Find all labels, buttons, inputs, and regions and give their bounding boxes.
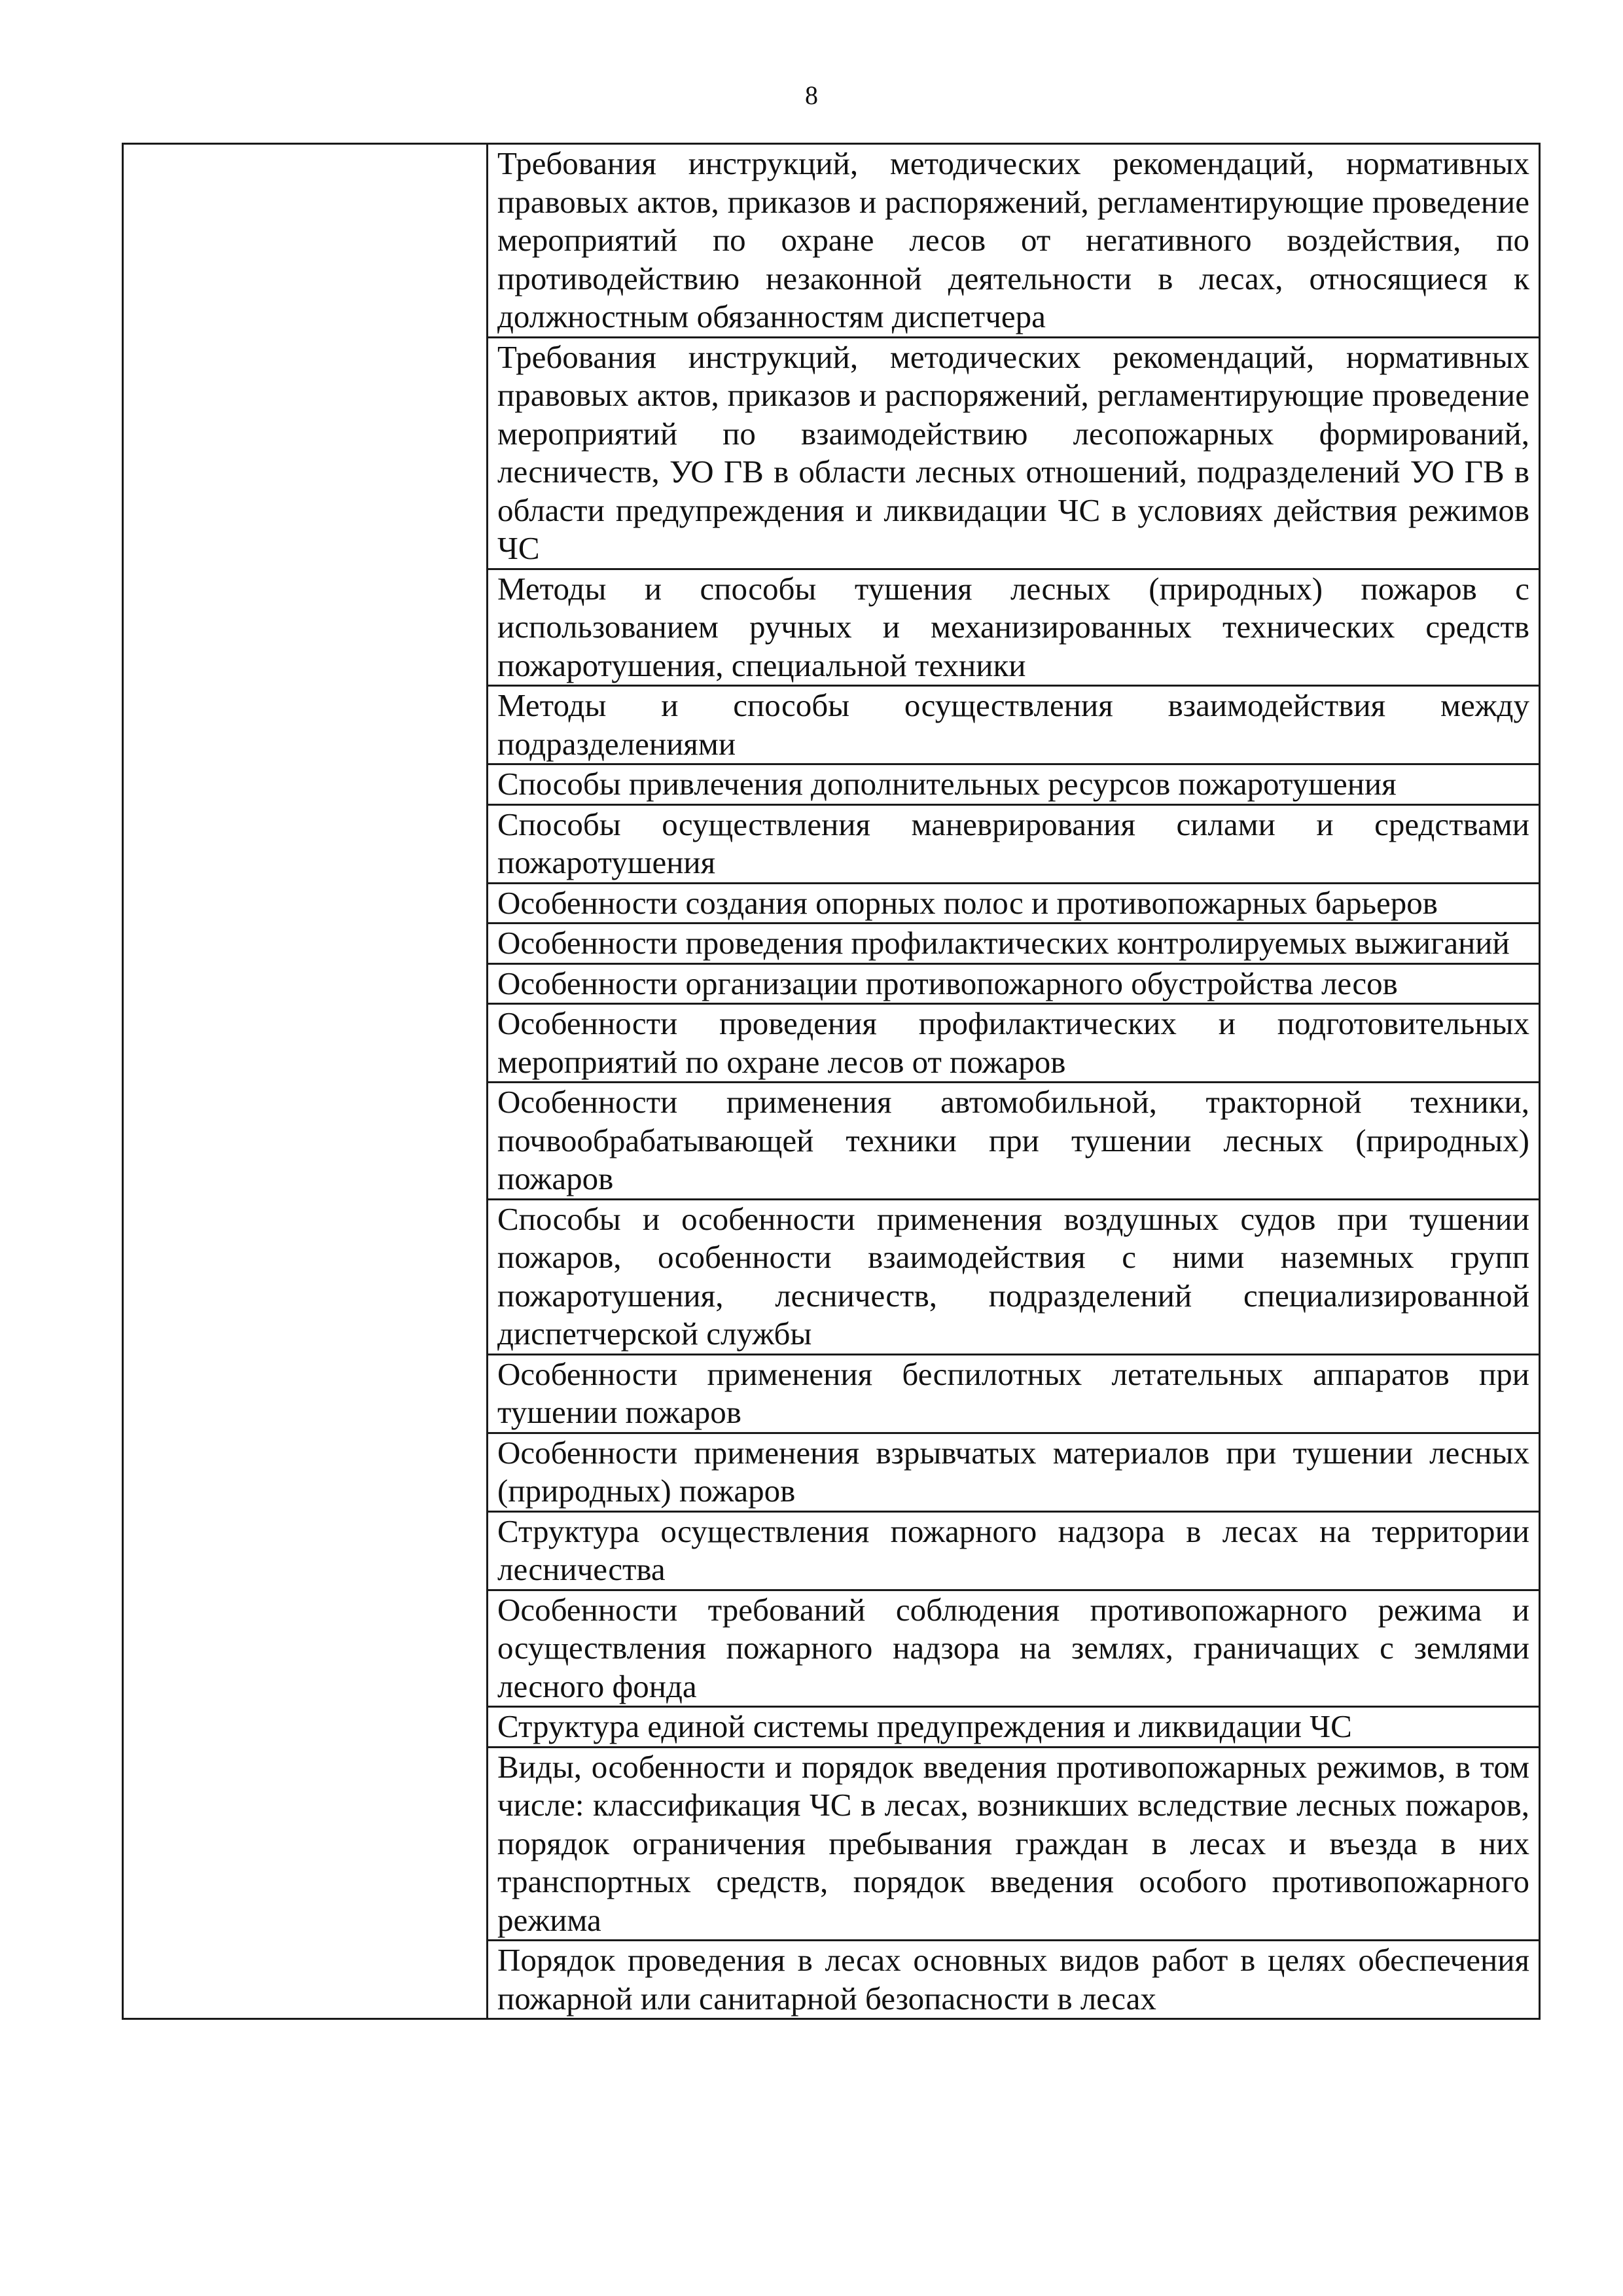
table-row: Требования инструкций, методических рекомендаций, нормативных правовых актов, приказов и распоряжений, регламентирующие проведение мероприятий по взаимодействию лесопожарных формирований, лесничеств, УО ГВ в области лесных отношений, подразделений УО ГВ в области предупреждения и ликвидации ЧС в условиях действия режимов ЧС [488,338,1539,570]
table-row: Особенности проведения профилактических и подготовительных мероприятий по охране лесов от пожаров [488,1005,1539,1083]
table-row: Особенности требований соблюдения противопожарного режима и осуществления пожарного надзора на землях, граничащих с землями лесного фонда [488,1591,1539,1708]
table-row: Способы осуществления маневрирования силами и средствами пожаротушения [488,806,1539,884]
table-row: Особенности организации противопожарного обустройства лесов [488,965,1539,1005]
table-row: Особенности применения автомобильной, тракторной техники, почвообрабатывающей техники при тушении лесных (природных) пожаров [488,1083,1539,1200]
table-right-column [488,145,1539,2018]
table-row: Способы и особенности применения воздушных судов при тушении пожаров, особенности взаимодействия с ними наземных групп пожаротушения, лесничеств, подразделений специализированной диспетчерской службы [488,1200,1539,1355]
table-row: Методы и способы тушения лесных (природных) пожаров с использованием ручных и механизированных технических средств пожаротушения, специальной техники [488,570,1539,687]
table-row: Особенности применения беспилотных летательных аппаратов при тушении пожаров [488,1355,1539,1434]
table-row: Способы привлечения дополнительных ресурсов пожаротушения [488,765,1539,806]
table-row: Методы и способы осуществления взаимодействия между подразделениями [488,687,1539,765]
page-number: 8 [805,81,818,110]
table-row: Виды, особенности и порядок введения противопожарных режимов, в том числе: классификация ЧС в лесах, возникших вследствие лесных пожаров, порядок ограничения пребывания граждан в лесах и въезда в них транспортных средств, порядок введения особого противопожарного режима [488,1748,1539,1942]
table-row: Структура единой системы предупреждения и ликвидации ЧС [488,1708,1539,1748]
table-row: Требования инструкций, методических рекомендаций, нормативных правовых актов, приказов и распоряжений, регламентирующие проведение мероприятий по охране лесов от негативного воздействия, по противодействию незаконной деятельности в лесах, относящиеся к должностным обязанностям диспетчера [488,145,1539,338]
table-left-column-empty [124,145,488,2018]
table-row: Особенности применения взрывчатых материалов при тушении лесных (природных) пожаров [488,1434,1539,1513]
table-row: Особенности создания опорных полос и противопожарных барьеров [488,884,1539,925]
table-row: Особенности проведения профилактических контролируемых выжиганий [488,924,1539,965]
requirements-table [122,143,1541,2020]
table-row: Порядок проведения в лесах основных видов работ в целях обеспечения пожарной или санитарной безопасности в лесах [497,1942,1529,2017]
table-row: Структура осуществления пожарного надзора в лесах на территории лесничества [488,1513,1539,1591]
